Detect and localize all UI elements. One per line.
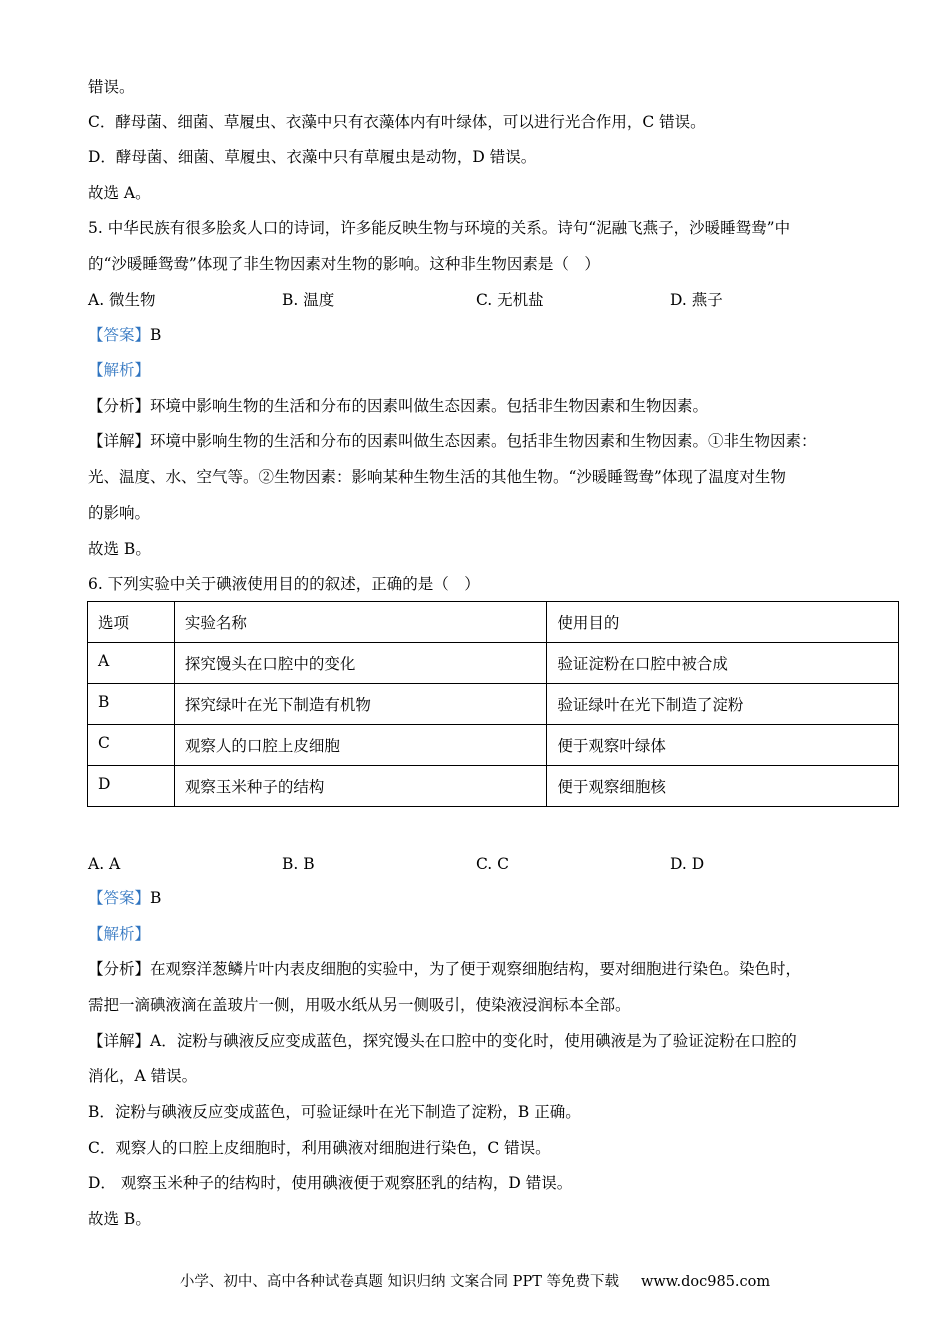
table-row <box>88 643 899 684</box>
q6-option-a: A. A <box>88 855 121 873</box>
page-footer <box>0 1270 950 1291</box>
text-line: 故选 A。 <box>88 184 151 202</box>
table-row <box>88 766 899 807</box>
answer-value: B <box>150 326 162 344</box>
text-line: 故选 B。 <box>88 540 151 558</box>
text-line: 消化，A 错误。 <box>88 1067 198 1085</box>
q6-answer <box>88 888 161 908</box>
answer-tag: 【答案】 <box>88 326 151 344</box>
text-line: 需把一滴碘液滴在盖玻片一侧，用吸水纸从另一侧吸引，使染液浸润标本全部。 <box>88 996 631 1014</box>
table-header-cell: 选项 <box>88 602 175 643</box>
answer-tag: 【答案】 <box>88 889 151 907</box>
q5-option-b: B. 温度 <box>282 291 335 309</box>
q6-option-b: B. B <box>282 855 315 873</box>
table-cell: 验证绿叶在光下制造了淀粉 <box>547 684 899 725</box>
text-line: 故选 B。 <box>88 1210 151 1228</box>
question-6-stem: 6. 下列实验中关于碘液使用目的的叙述，正确的是（ ） <box>88 575 480 593</box>
q6-option-d: D. D <box>670 855 705 873</box>
experiment-table <box>87 601 899 807</box>
q5-option-c: C. 无机盐 <box>476 291 544 309</box>
question-5-stem: 5. 中华民族有很多脍炙人口的诗词，许多能反映生物与环境的关系。诗句“泥融飞燕子，沙暖睡鸳鸯”中 <box>88 219 791 237</box>
table-cell: 探究馒头在口腔中的变化 <box>174 643 547 684</box>
fenxi-tag: 【分析】 <box>88 397 151 415</box>
question-5-stem: 的“沙暖睡鸳鸯”体现了非生物因素对生物的影响。这种非生物因素是（ ） <box>88 255 600 273</box>
footer-link[interactable]: www.doc985.com <box>640 1274 771 1290</box>
fenxi-text: 环境中影响生物的生活和分布的因素叫做生态因素。包括非生物因素和生物因素。 <box>150 397 709 415</box>
text-line: D． 观察玉米种子的结构时，使用碘液便于观察胚乳的结构，D 错误。 <box>88 1174 573 1192</box>
q5-fenxi <box>88 396 708 416</box>
table-cell: 便于观察叶绿体 <box>547 725 899 766</box>
text-line: B．淀粉与碘液反应变成蓝色，可验证绿叶在光下制造了淀粉，B 正确。 <box>88 1103 581 1121</box>
q6-xiangjie <box>88 1031 797 1051</box>
table-cell: 验证淀粉在口腔中被合成 <box>547 643 899 684</box>
q5-option-d: D. 燕子 <box>670 291 723 309</box>
text-line: 光、温度、水、空气等。②生物因素：影响某种生物生活的其他生物。“沙暖睡鸳鸯”体现了温度对生物 <box>88 468 786 486</box>
xiangjie-tag: 【详解】 <box>88 432 151 450</box>
text-line: C．观察人的口腔上皮细胞时，利用碘液对细胞进行染色，C 错误。 <box>88 1139 551 1157</box>
table-cell: C <box>88 725 175 766</box>
fenxi-text: 在观察洋葱鳞片叶内表皮细胞的实验中，为了便于观察细胞结构，要对细胞进行染色。染色时， <box>150 960 802 978</box>
xiangjie-text: 环境中影响生物的生活和分布的因素叫做生态因素。包括非生物因素和生物因素。①非生物因素： <box>150 432 817 450</box>
q6-analysis-tag: 【解析】 <box>88 925 151 943</box>
table-cell: D <box>88 766 175 807</box>
q5-xiangjie <box>88 431 817 451</box>
table-cell: B <box>88 684 175 725</box>
q6-option-c: C. C <box>476 855 510 873</box>
footer-text: 小学、初中、高中各种试卷真题 知识归纳 文案合同 PPT 等免费下载 <box>179 1274 619 1290</box>
table-cell: 观察人的口腔上皮细胞 <box>174 725 547 766</box>
table-header-row <box>88 602 899 643</box>
table-header-cell: 实验名称 <box>174 602 547 643</box>
table-cell: 便于观察细胞核 <box>547 766 899 807</box>
xiangjie-tag: 【详解】 <box>88 1032 151 1050</box>
text-line: 错误。 <box>88 78 135 96</box>
table-header-cell: 使用目的 <box>547 602 899 643</box>
table-row <box>88 684 899 725</box>
table-cell: 探究绿叶在光下制造有机物 <box>174 684 547 725</box>
q5-answer <box>88 325 161 345</box>
q5-analysis-tag: 【解析】 <box>88 361 151 379</box>
q6-fenxi <box>88 959 801 979</box>
text-line: D．酵母菌、细菌、草履虫、衣藻中只有草履虫是动物，D 错误。 <box>88 148 537 166</box>
xiangjie-text: A．淀粉与碘液反应变成蓝色，探究馒头在口腔中的变化时，使用碘液是为了验证淀粉在口腔的 <box>150 1032 797 1050</box>
fenxi-tag: 【分析】 <box>88 960 151 978</box>
q5-option-a: A. 微生物 <box>88 291 156 309</box>
table-row <box>88 725 899 766</box>
text-line: C．酵母菌、细菌、草履虫、衣藻中只有衣藻体内有叶绿体，可以进行光合作用，C 错误。 <box>88 113 706 131</box>
table-cell: 观察玉米种子的结构 <box>174 766 547 807</box>
text-line: 的影响。 <box>88 504 151 522</box>
answer-value: B <box>150 889 162 907</box>
table-cell: A <box>88 643 175 684</box>
